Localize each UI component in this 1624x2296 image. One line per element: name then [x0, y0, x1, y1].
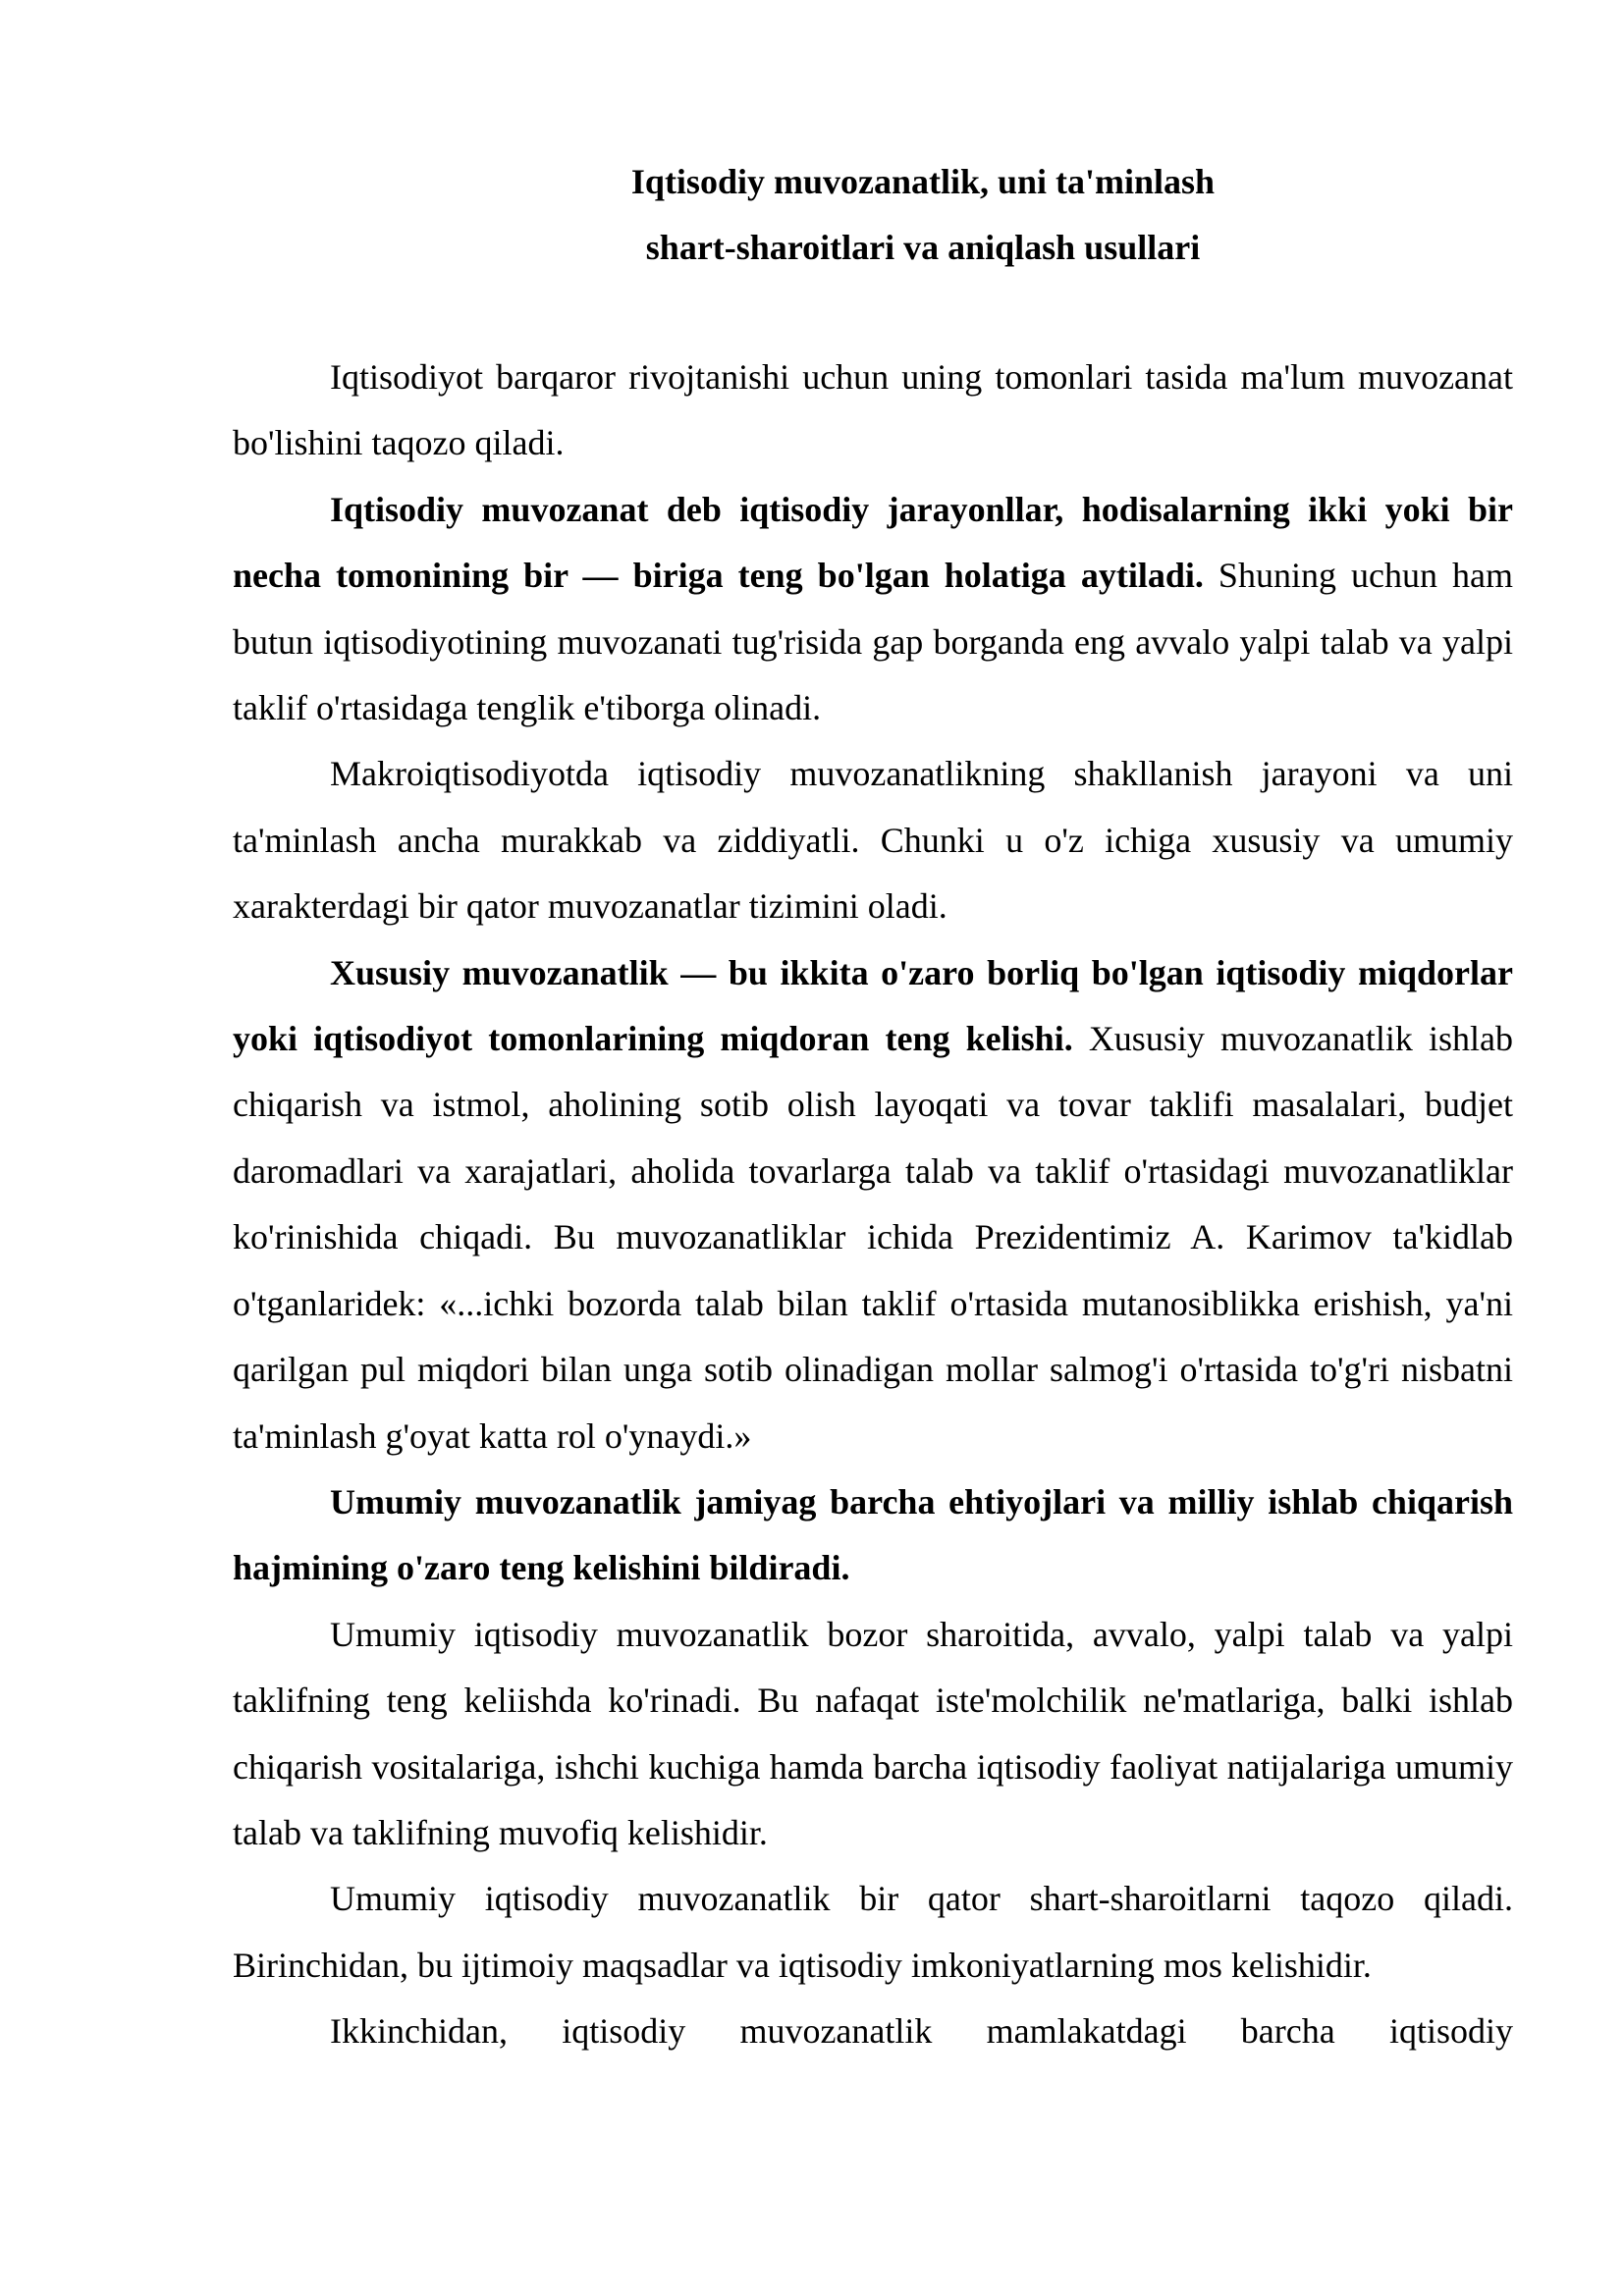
paragraph-5 — [233, 1469, 1513, 1602]
paragraph-text: Umumiy iqtisodiy muvozanatlik bir qator shart-sharoitlarni taqozo qiladi. Birinchidan, bu ijtimoiy maqsadlar va iqtisodiy imkoniyatlarning mos kelishidir. — [233, 1879, 1513, 1985]
definition-bold: Iqtisodiy muvozanat deb iqtisodiy jarayonllar, hodisalarning ikki yoki bir necha tomonining bir — biriga teng bo'lgan holatiga aytiladi. — [233, 489, 1513, 596]
definition-bold: Umumiy muvozanatlik jamiyag barcha ehtiyojlari va milliy ishlab chiqarish hajmining o'zaro teng kelishini bildiradi. — [233, 1481, 1513, 1588]
paragraph-text: Umumiy iqtisodiy muvozanatlik bozor sharoitida, avvalo, yalpi talab va yalpi taklifning teng keliishda ko'rinadi. Bu nafaqat iste'molchilik ne'matlariga, balki ishlab chiqarish vositalariga, ishchi kuchiga hamda barcha iqtisodiy faoliyat natijalariga umumiy talab va taklifning muvofiq kelishidir. — [233, 1614, 1513, 1852]
paragraph-text: Iqtisodiyot barqaror rivojtanishi uchun uning tomonlari tasida ma'lum muvozanat bo'lishini taqozo qiladi. — [233, 357, 1513, 463]
paragraph-7 — [233, 1866, 1513, 1999]
paragraph-text: Ikkinchidan, iqtisodiy muvozanatlik mamlakatdagi barcha iqtisodiy — [330, 2011, 1513, 2052]
document-body — [233, 345, 1513, 2065]
paragraph-3 — [233, 741, 1513, 939]
paragraph-4 — [233, 940, 1513, 1469]
paragraph-text: Shuning uchun ham butun iqtisodiyotining muvozanati tug'risida gap borganda eng avvalo yalpi talab va yalpi taklif o'rtasidaga tenglik e'tiborga olinadi. — [233, 556, 1514, 728]
document-title — [550, 149, 1296, 281]
paragraph-1 — [233, 345, 1513, 477]
title-line-2: shart-sharoitlari va aniqlash usullari — [645, 228, 1201, 267]
paragraph-text: Xususiy muvozanatlik ishlab chiqarish va istmol, aholining sotib olish layoqati va tovar taklifi masalalari, budjet daromadlari va xarajatlari, aholida tovarlarga talab va taklif o'rtasidagi muvozanatliklar ko'rinishida chiqadi. Bu muvozanatliklar ichida Prezidentimiz A. Karimov ta'kidlab o'tganlaridek: «...ichki bozorda talab bilan taklif o'rtasida mutanosiblikka erishish, ya'ni qarilgan pul miqdori bilan unga sotib olinadigan mollar salmog'i o'rtasida to'g'ri nisbatni ta'minlash g'oyat katta rol o'ynaydi.» — [233, 1019, 1513, 1456]
paragraph-8 — [233, 1999, 1513, 2064]
paragraph-text: Makroiqtisodiyotda iqtisodiy muvozanatlikning shakllanish jarayoni va uni ta'minlash ancha murakkab va ziddiyatli. Chunki u o'z ichiga xususiy va umumiy xarakterdagi bir qator muvozanatlar tizimini oladi. — [233, 754, 1513, 927]
title-line-1: Iqtisodiy muvozanatlik, uni ta'minlash — [630, 162, 1216, 201]
paragraph-6 — [233, 1602, 1513, 1867]
paragraph-2 — [233, 477, 1513, 742]
definition-bold: Xususiy muvozanatlik — bu ikkita o'zaro borliq bo'lgan iqtisodiy miqdorlar yoki iqtisodiyot tomonlarining miqdoran teng kelishi. — [233, 952, 1513, 1059]
